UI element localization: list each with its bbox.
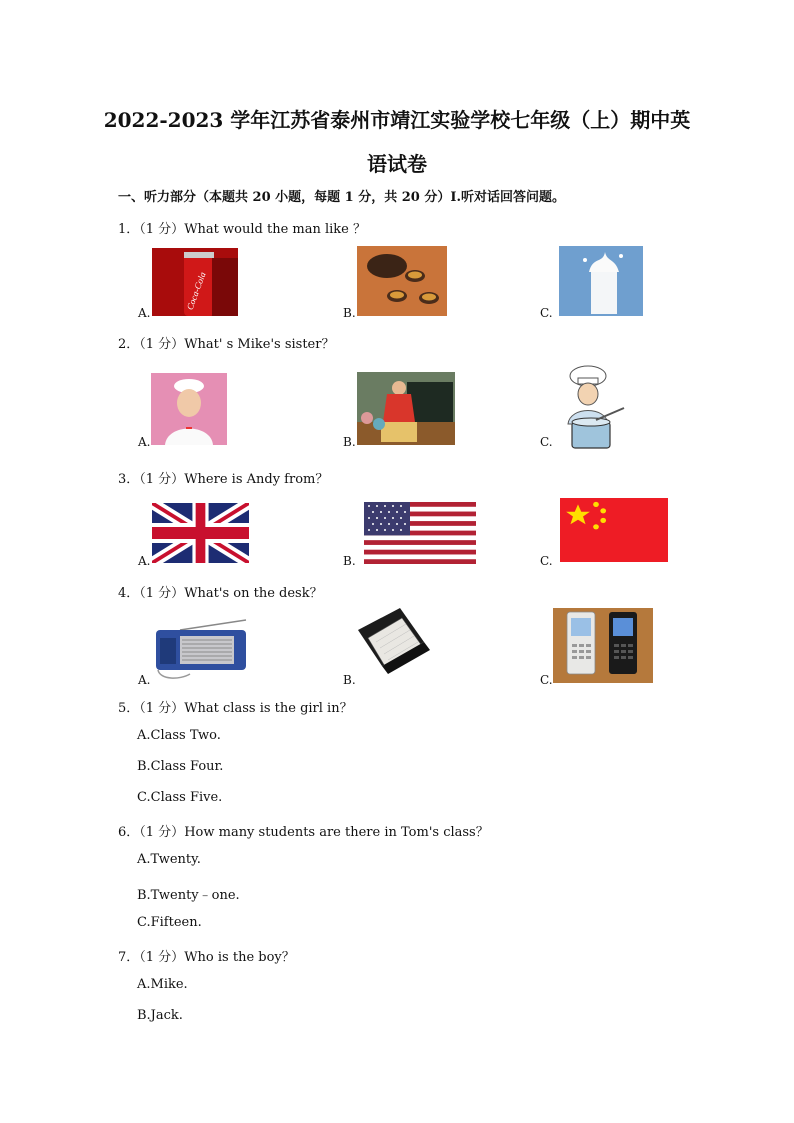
q1-option-a[interactable]: A. — [138, 306, 151, 320]
q5-answer-c[interactable]: C.Class Five. — [137, 790, 223, 805]
q1-option-b[interactable]: B. — [343, 306, 356, 320]
q3-option-c[interactable]: C. — [540, 554, 553, 568]
q1-option-c[interactable]: C. — [540, 306, 553, 320]
section-heading: 一、听力部分（本题共 20 小题，每题 1 分，共 20 分）I.听对话回答问题。 — [118, 190, 565, 205]
q3-option-a[interactable]: A. — [138, 554, 151, 568]
us-flag-image — [364, 502, 476, 564]
q2-option-b[interactable]: B. — [343, 435, 356, 449]
mobile-phones-image — [553, 608, 653, 683]
q7-answer-a[interactable]: A.Mike. — [137, 977, 188, 992]
q3-option-b[interactable]: B. — [343, 554, 356, 568]
question-5: 5．（1 分）What class is the girl in？ — [118, 701, 353, 716]
q4-option-b[interactable]: B. — [343, 673, 356, 687]
cook-image — [552, 364, 630, 452]
question-1: 1．（1 分）What would the man like ？ — [118, 222, 366, 237]
question-4: 4．（1 分）What's on the desk？ — [118, 586, 323, 601]
q6-answer-a[interactable]: A.Twenty. — [137, 852, 201, 867]
q4-option-a[interactable]: A. — [138, 673, 151, 687]
nurse-image — [151, 373, 227, 445]
question-7: 7．（1 分）Who is the boy？ — [118, 950, 295, 965]
q6-answer-c[interactable]: C.Fifteen. — [137, 915, 202, 930]
question-3: 3．（1 分）Where is Andy from？ — [118, 472, 329, 487]
page-title-cont: 语试卷 — [367, 152, 427, 176]
teacher-image — [357, 372, 455, 445]
tea-set-image — [357, 246, 447, 316]
milk-glass-image — [559, 246, 643, 316]
q2-option-c[interactable]: C. — [540, 435, 553, 449]
svg-text:Coca-Cola: Coca-Cola — [184, 270, 208, 312]
q5-answer-a[interactable]: A.Class Two. — [137, 728, 221, 743]
q7-answer-b[interactable]: B.Jack. — [137, 1008, 183, 1023]
q2-option-a[interactable]: A. — [138, 435, 151, 449]
q4-option-c[interactable]: C. — [540, 673, 553, 687]
notebook-image — [354, 604, 436, 678]
china-flag-image — [560, 498, 668, 562]
q5-answer-b[interactable]: B.Class Four. — [137, 759, 224, 774]
page-title: 2022-2023 学年江苏省泰州市靖江实验学校七年级（上）期中英 — [103, 108, 691, 132]
radio-image — [150, 614, 258, 684]
question-2: 2．（1 分）What' s Mike's sister？ — [118, 337, 335, 352]
question-6: 6．（1 分）How many students are there in Tom's class？ — [118, 825, 489, 840]
coca-cola-can-image — [152, 248, 238, 316]
uk-flag-image — [152, 503, 249, 563]
q6-answer-b[interactable]: B.Twenty﹣one. — [137, 888, 240, 903]
